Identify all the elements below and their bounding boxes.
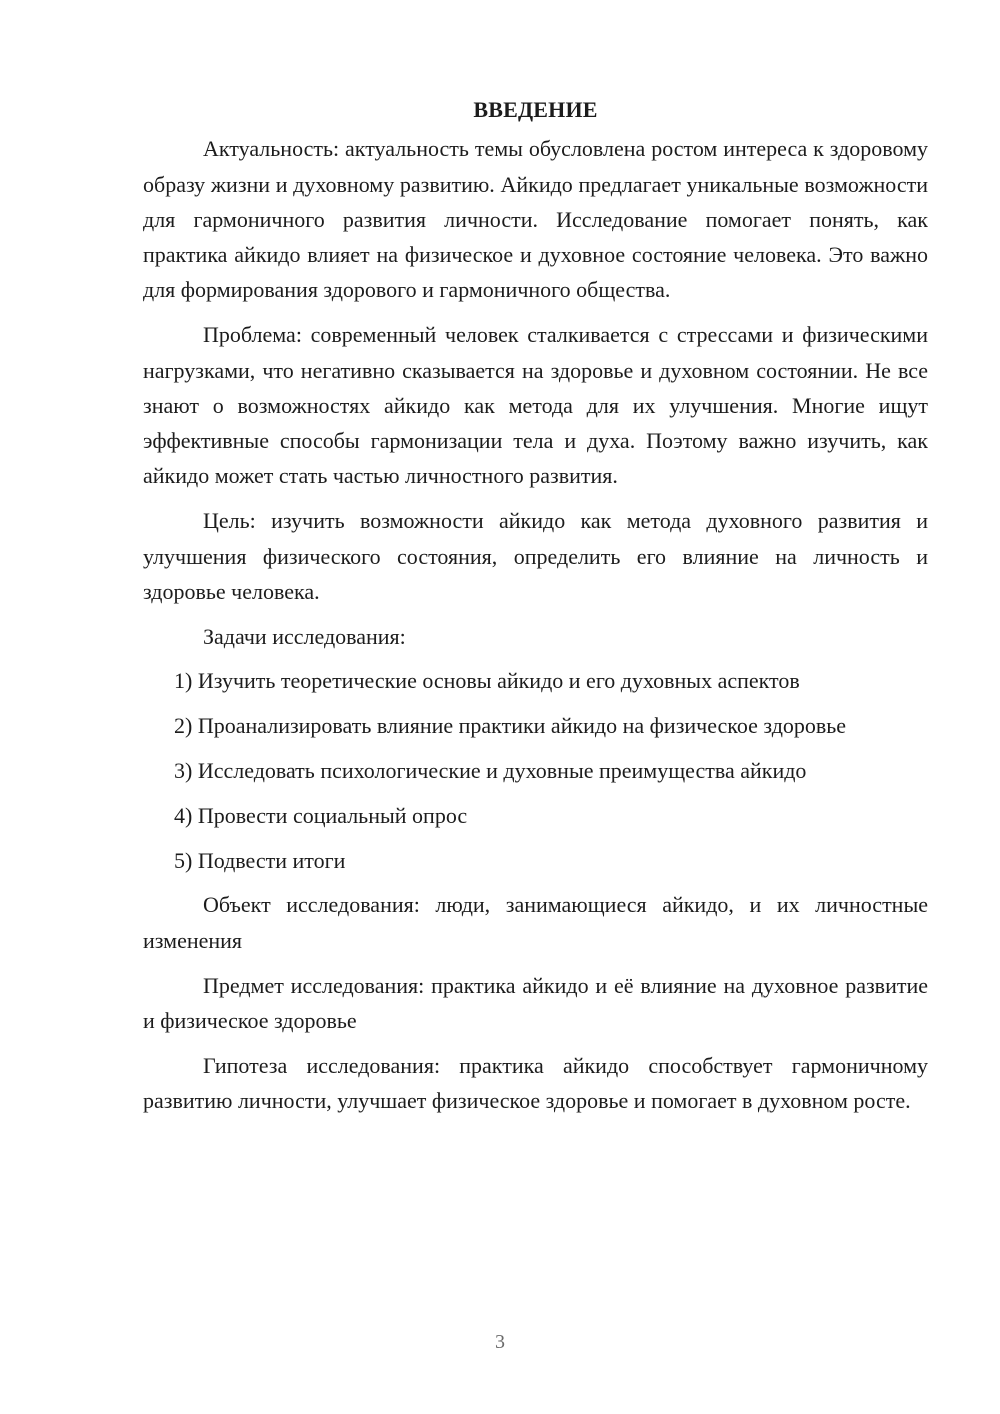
goal-paragraph: Цель: изучить возможности айкидо как метода духовного развития и улучшения физического состояния, определить его влияние на личность и здоровье человека. [143, 508, 928, 604]
tasks-list [143, 663, 928, 877]
list-item: 2) Проанализировать влияние практики айкидо на физическое здоровье [174, 713, 847, 739]
relevance-paragraph: Актуальность: актуальность темы обусловлена ростом интереса к здоровому образу жизни и духовному развитию. Айкидо предлагает уникальные возможности для гармоничного развития личности. Исследование помогает понять, как практика айкидо влияет на физическое и духовное состояние человека. Это важно для формирования здорового и гармоничного общества. [143, 136, 928, 303]
list-item: 4) Провести социальный опрос [174, 802, 468, 828]
object-paragraph: Объект исследования: люди, занимающиеся айкидо, и их личностные изменения [143, 892, 928, 953]
hypothesis-paragraph: Гипотеза исследования: практика айкидо способствует гармоничному развитию личности, улучшает физическое здоровье и помогает в духовном росте. [143, 1052, 928, 1113]
subject-paragraph: Предмет исследования: практика айкидо и её влияние на духовное развитие и физическое здоровье [143, 972, 928, 1033]
tasks-heading: Задачи исследования: [203, 623, 406, 649]
list-item: 1) Изучить теоретические основы айкидо и его духовных аспектов [174, 668, 800, 694]
list-item: 3) Исследовать психологические и духовные преимущества айкидо [174, 758, 807, 784]
page-number: 3 [495, 1331, 505, 1353]
problem-paragraph: Проблема: современный человек сталкивается с стрессами и физическими нагрузками, что негативно сказывается на здоровье и духовном состоянии. Не все знают о возможностях айкидо как метода для их улучшения. Многие ищут эффективные способы гармонизации тела и духа. Поэтому важно изучить, как айкидо может стать частью личностного развития. [143, 322, 928, 489]
list-item: 5) Подвести итоги [174, 847, 346, 873]
page-content [143, 92, 928, 1128]
page-title: ВВЕДЕНИЕ [473, 97, 598, 122]
